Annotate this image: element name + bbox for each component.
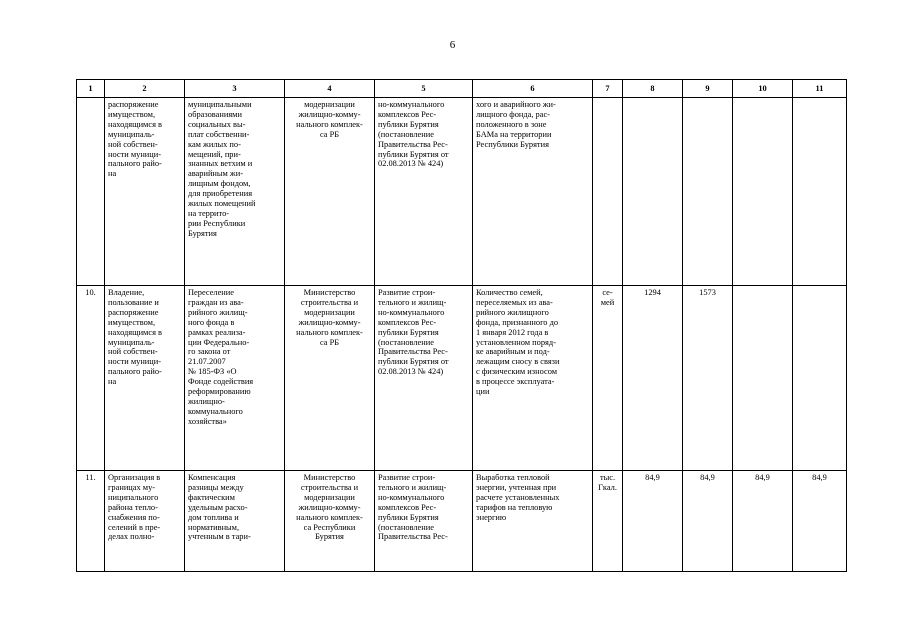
header-cell: 1 — [77, 80, 105, 98]
unit-cell — [593, 98, 623, 286]
indicator-cell: хого и аварийного жи- лищного фонда, рас- положенного в зоне БАМа на территории Республики Бурятия — [473, 98, 593, 286]
row-number-cell: 11. — [77, 471, 105, 572]
value-cell — [683, 98, 733, 286]
header-cell: 7 — [593, 80, 623, 98]
indicator-cell: Выработка тепловой энергии, учтенная при расчете установленных тарифов на тепловую энергию — [473, 471, 593, 572]
row-number-cell: 10. — [77, 286, 105, 471]
data-table — [76, 79, 847, 572]
authority-cell: модернизации жилищно-комму- нального комплек- са РБ — [285, 98, 375, 286]
value-cell: 1294 — [623, 286, 683, 471]
header-cell: 6 — [473, 80, 593, 98]
power-cell: Владение, пользование и распоряжение имуществом, находящимся в муниципаль- ной собствен- ности муници- пального райо- на — [105, 286, 185, 471]
value-cell: 84,9 — [623, 471, 683, 572]
page-number: 6 — [449, 39, 456, 51]
value-cell: 84,9 — [683, 471, 733, 572]
table-row — [77, 471, 847, 572]
header-cell: 10 — [733, 80, 793, 98]
authority-cell: Министерство строительства и модернизации жилищно-комму- нального комплек- са Республики Бурятия — [285, 471, 375, 572]
table-row — [77, 98, 847, 286]
power-cell: Организация в границах му- ниципального района тепло- снабжения по- селений в пре- делах полно- — [105, 471, 185, 572]
header-cell: 3 — [185, 80, 285, 98]
program-cell: Развитие строи- тельного и жилищ- но-коммунального комплексов Рес- публики Бурятия (постановление Правительства Рес- публики Бурятия от 02.08.2013 № 424) — [375, 286, 473, 471]
program-cell: но-коммунального комплексов Рес- публики Бурятия (постановление Правительства Рес- публики Бурятия от 02.08.2013 № 424) — [375, 98, 473, 286]
value-cell: 84,9 — [733, 471, 793, 572]
indicator-cell: Количество семей, переселяемых из ава- рийного жилищного фонда, признанного до 1 января 2012 года в установленном поряд- ке аварийным и под- лежащим сносу в связи с физическим износом в процессе эксплуата- ции — [473, 286, 593, 471]
table-row — [77, 286, 847, 471]
value-cell — [623, 98, 683, 286]
unit-cell: тыс. Гкал. — [593, 471, 623, 572]
program-cell: Развитие строи- тельного и жилищ- но-коммунального комплексов Рес- публики Бурятия (постановление Правительства Рес- — [375, 471, 473, 572]
value-cell — [733, 98, 793, 286]
header-cell: 2 — [105, 80, 185, 98]
header-cell: 4 — [285, 80, 375, 98]
power-cell: распоряжение имуществом, находящимся в муниципаль- ной собствен- ности муници- пального райо- на — [105, 98, 185, 286]
row-number-cell — [77, 98, 105, 286]
value-cell — [793, 98, 847, 286]
header-cell: 5 — [375, 80, 473, 98]
measure-cell: Переселение граждан из ава- рийного жилищ- ного фонда в рамках реализа- ции Федерально- го закона от 21.07.2007 № 185-ФЗ «О Фонде содействия реформированию жилищно- коммунального хозяйства» — [185, 286, 285, 471]
value-cell: 84,9 — [793, 471, 847, 572]
value-cell — [733, 286, 793, 471]
value-cell — [793, 286, 847, 471]
header-cell: 11 — [793, 80, 847, 98]
header-cell: 8 — [623, 80, 683, 98]
unit-cell: се- мей — [593, 286, 623, 471]
header-row — [77, 80, 847, 98]
measure-cell: Компенсация разницы между фактическим удельным расхо- дом топлива и нормативным, учтенным в тари- — [185, 471, 285, 572]
measure-cell: муниципальными образованиями социальных вы- плат собственни- кам жилых по- мещений, при- знанных ветхим и аварийным жи- лищным фондом, для приобретения жилых помещений на террито- рии Республики Бурятия — [185, 98, 285, 286]
authority-cell: Министерство строительства и модернизации жилищно-комму- нального комплек- са РБ — [285, 286, 375, 471]
header-cell: 9 — [683, 80, 733, 98]
value-cell: 1573 — [683, 286, 733, 471]
